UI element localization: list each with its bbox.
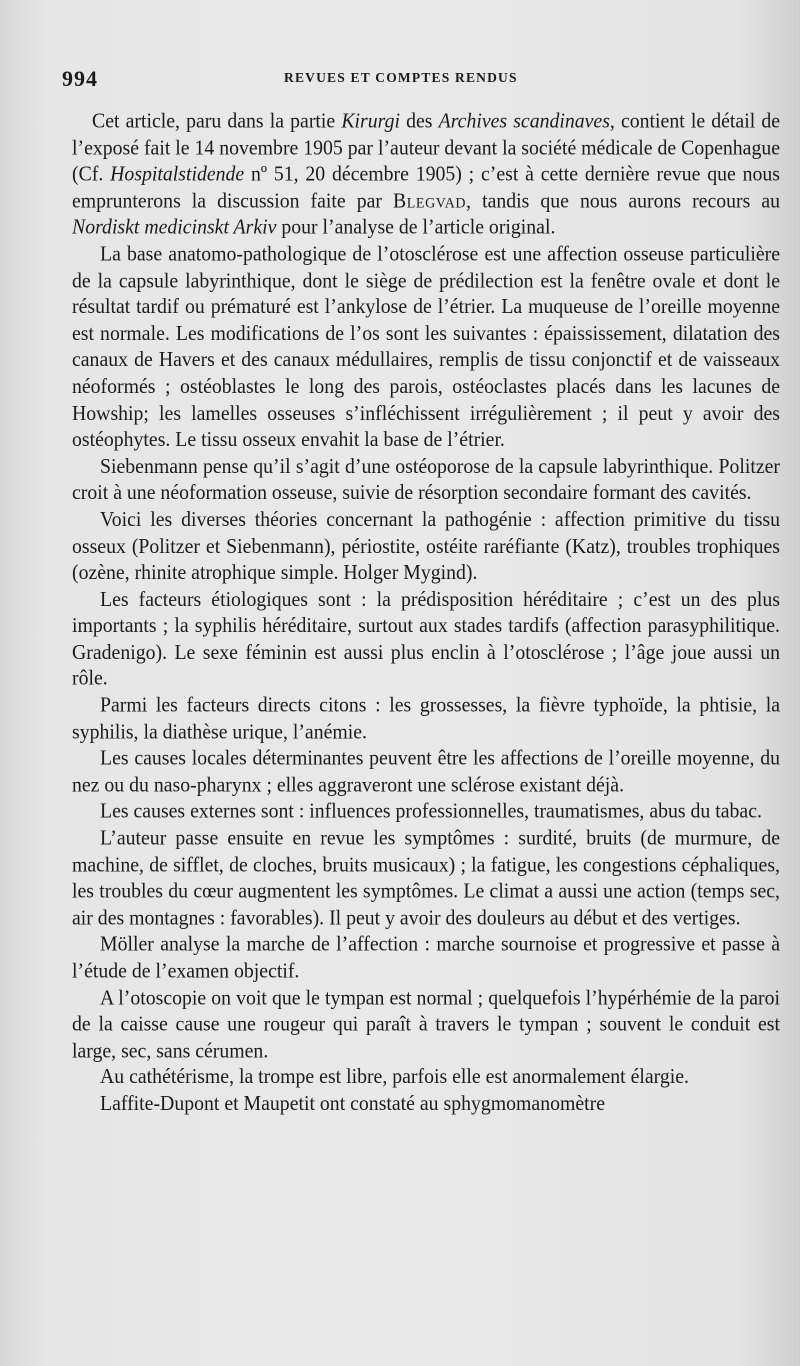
paragraph: [72, 745, 780, 798]
text-run: , contient le détail de l’exposé fait le 14 novembre 1905 par l’auteur devant la société médicale de Copenhague (Cf.: [72, 109, 781, 186]
italic-text: Kirurgi: [341, 109, 400, 133]
italic-text: Nordiskt medicinskt Arkiv: [72, 215, 277, 240]
article-body: [72, 108, 780, 1117]
paragraph: [72, 241, 780, 453]
text-run: A l’otoscopie on voit que le tympan est normal ; quelquefois l’hypérhémie de la paroi de la caisse cause une rougeur qui paraît à travers le tympan ; souvent le conduit est large, sec, sans cérumen.: [72, 985, 780, 1063]
paragraph: [72, 799, 780, 826]
text-run: La base anatomo-pathologique de l’otosclérose est une affection osseuse particulière de la capsule labyrinthique, dont le siège de prédilection est la fenêtre ovale et dont le résultat tardif ou prématuré est l’ankylose de l’étrier. La muqueuse de l’oreille moyenne est normale. Les modifications de l’os sont les suivantes : épaississement, dilatation des canaux de Havers et des canaux médullaires, remplis de tissu conjonctif et de vaisseaux néoformés ; ostéoblastes le long des parois, ostéoclastes placés dans les lacunes de Howship; les lamelles osseuses s’infléchissent irrégulièrement ; il peut y avoir des ostéophytes. Le tissu osseux envahit la base de l’étrier.: [72, 241, 780, 452]
text-run: pour l’analyse de l’article original.: [276, 215, 556, 240]
text-run: Siebenmann pense qu’il s’agit d’une ostéoporose de la capsule labyrinthique. Politzer croit à une néoformation osseuse, suivie de résorption secondaire formant des cavités.: [72, 454, 780, 505]
page-number: 994: [62, 66, 98, 91]
text-run: L’auteur passe ensuite en revue les symptômes : surdité, bruits (de murmure, de machine, de sifflet, de cloches, bruits musicaux) ; la fatigue, les congestions céphaliques, les troubles du cœur augmentent les symptômes. Le climat a aussi une action (temps sec, air des montagnes : favorables). Il peut y avoir des douleurs au début et des vertiges.: [72, 826, 780, 930]
paragraph: [72, 506, 780, 586]
paragraph: [72, 1091, 780, 1118]
paragraph: [72, 825, 780, 931]
text-run: Les facteurs étiologiques sont : la prédisposition héréditaire ; c’est un des plus importants ; la syphilis héréditaire, surtout aux stades tardifs (affection parasyphilitique. Gradenigo). Le sexe féminin est aussi plus enclin à l’otosclérose ; l’âge joue aussi un rôle.: [72, 587, 780, 691]
paragraph: [72, 985, 780, 1065]
paragraph: [72, 931, 780, 984]
text-run: Les causes locales déterminantes peuvent être les affections de l’oreille moyenne, du nez ou du naso-pharynx ; elles aggraveront une sclérose existant déjà.: [72, 746, 780, 797]
text-run: Cet article, paru dans la partie: [92, 109, 342, 133]
paragraph: [72, 1064, 780, 1091]
italic-text: Archives scandinaves: [438, 109, 610, 133]
text-run: Au cathétérisme, la trompe est libre, parfois elle est anormalement élargie.: [100, 1065, 689, 1090]
text-run: des: [399, 109, 439, 133]
paragraph: [72, 453, 780, 506]
text-run: Parmi les facteurs directs citons : les grossesses, la fièvre typhoïde, la phtisie, la syphilis, la diathèse urique, l’anémie.: [72, 693, 780, 744]
text-run: Laffite-Dupont et Maupetit ont constaté au sphygmomanomètre: [100, 1091, 606, 1116]
text-run: Voici les diverses théories concernant la pathogénie : affection primitive du tissu osseux (Politzer et Siebenmann), périostite, ostéite raréfiante (Katz), troubles trophiques (ozène, rhinite atrophique simple. Holger Mygind).: [72, 507, 780, 585]
text-run: , tandis que nous aurons recours au: [466, 188, 780, 213]
text-run: Möller analyse la marche de l’affection : marche sournoise et progressive et passe à l’étude de l’examen objectif.: [72, 932, 780, 983]
paragraph: [72, 108, 780, 241]
text-run: nº 51, 20 décembre 1905) ; c’est à cette dernière revue que nous emprunterons la discussion faite par: [72, 162, 780, 213]
small-caps-text: Blegvad: [392, 188, 467, 213]
text-run: Les causes externes sont : influences professionnelles, traumatismes, abus du tabac.: [100, 799, 762, 824]
paragraph: [72, 586, 780, 692]
running-head: REVUES ET COMPTES RENDUS: [284, 70, 518, 85]
paragraph: [72, 692, 780, 745]
italic-text: Hospitalstidende: [110, 162, 245, 186]
page-header: [62, 66, 760, 96]
